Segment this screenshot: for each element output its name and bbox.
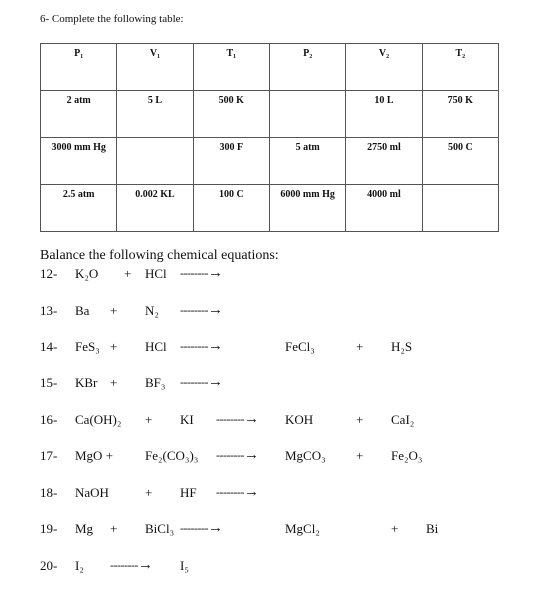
table-header-row xyxy=(41,44,499,91)
arrow-shaft: -------- xyxy=(180,266,208,280)
table-cell: 5 L xyxy=(117,91,193,138)
equation-number: 19- xyxy=(40,521,58,536)
table-cell: 500 C xyxy=(422,138,498,185)
product: Fe₂O₃ xyxy=(391,448,423,463)
plus-sign: + xyxy=(124,266,132,281)
reactant: Ba xyxy=(75,303,90,318)
reaction-arrow xyxy=(180,265,223,282)
equation-number: 13- xyxy=(40,303,58,318)
plus-sign: + xyxy=(356,339,364,354)
reactant: Mg xyxy=(75,521,94,536)
plus-sign: + xyxy=(356,448,364,463)
reaction-arrow xyxy=(180,338,223,355)
reactant: K₂O xyxy=(75,266,99,281)
reactant: N₂ xyxy=(145,303,159,318)
arrow-head-icon: → xyxy=(207,338,223,354)
arrow-head-icon: → xyxy=(243,411,259,427)
table-cell: 5 atm xyxy=(269,138,345,185)
arrow-shaft: -------- xyxy=(216,412,244,426)
product: CaI₂ xyxy=(391,412,415,427)
arrow-shaft: -------- xyxy=(216,485,244,499)
equation-number: 12- xyxy=(40,266,58,281)
table-cell xyxy=(117,138,193,185)
equation-number: 14- xyxy=(40,339,58,354)
reaction-arrow xyxy=(216,484,259,501)
plus-sign: + xyxy=(145,485,153,500)
product: I₅ xyxy=(180,558,189,573)
reaction-arrow xyxy=(180,302,223,319)
equation-number: 20- xyxy=(40,558,58,573)
table-cell: 750 K xyxy=(422,91,498,138)
arrow-shaft: -------- xyxy=(110,558,138,572)
reactant: BiCl₃ xyxy=(145,521,175,536)
gas-law-table xyxy=(40,43,499,232)
reactant: FeS₃ xyxy=(75,339,100,354)
reactant: BF₃ xyxy=(145,375,166,390)
table-cell: 2750 ml xyxy=(346,138,422,185)
table-cell: 500 K xyxy=(193,91,269,138)
table-cell: 4000 ml xyxy=(346,185,422,232)
product: MgCO₃ xyxy=(285,448,326,463)
header-p2: P₂ xyxy=(269,44,345,91)
question-title: 6- Complete the following table: xyxy=(40,13,184,25)
arrow-head-icon: → xyxy=(243,447,259,463)
arrow-head-icon: → xyxy=(207,520,223,536)
table-row xyxy=(41,138,499,185)
reactant: I₂ xyxy=(75,558,84,573)
reactant: HCl xyxy=(145,339,167,354)
table-cell: 2.5 atm xyxy=(41,185,117,232)
reactant: HF xyxy=(180,485,197,500)
table-row xyxy=(41,185,499,232)
balance-heading: Balance the following chemical equations: xyxy=(40,248,279,263)
header-t2: T₂ xyxy=(422,44,498,91)
arrow-shaft: -------- xyxy=(180,339,208,353)
equation-number: 17- xyxy=(40,448,58,463)
equation-number: 18- xyxy=(40,485,58,500)
table-cell: 3000 mm Hg xyxy=(41,138,117,185)
equation-number: 15- xyxy=(40,375,58,390)
equation-number: 16- xyxy=(40,412,58,427)
reactant: MgO + xyxy=(75,448,114,463)
plus-sign: + xyxy=(110,303,118,318)
table-cell: 100 C xyxy=(193,185,269,232)
plus-sign: + xyxy=(356,412,364,427)
header-p1: P₁ xyxy=(41,44,117,91)
table-cell: 10 L xyxy=(346,91,422,138)
plus-sign: + xyxy=(391,521,399,536)
reaction-arrow xyxy=(216,411,259,428)
plus-sign: + xyxy=(110,339,118,354)
arrow-shaft: -------- xyxy=(216,448,244,462)
plus-sign: + xyxy=(110,521,118,536)
reaction-arrow xyxy=(216,447,259,464)
reactant: HCl xyxy=(145,266,167,281)
product: Bi xyxy=(426,521,439,536)
reactant: KBr xyxy=(75,375,98,390)
reactant: NaOH xyxy=(75,485,109,500)
arrow-shaft: -------- xyxy=(180,303,208,317)
reactant: Ca(OH)₂ xyxy=(75,412,122,427)
header-v1: V₁ xyxy=(117,44,193,91)
arrow-head-icon: → xyxy=(207,374,223,390)
plus-sign: + xyxy=(145,412,153,427)
arrow-shaft: -------- xyxy=(180,375,208,389)
table-cell: 2 atm xyxy=(41,91,117,138)
arrow-shaft: -------- xyxy=(180,521,208,535)
table-row xyxy=(41,91,499,138)
reactant: Fe₂(CO₃)₃ xyxy=(145,448,199,463)
arrow-head-icon: → xyxy=(243,484,259,500)
product: FeCl₃ xyxy=(285,339,315,354)
table-cell: 6000 mm Hg xyxy=(269,185,345,232)
header-t1: T₁ xyxy=(193,44,269,91)
product: MgCl₂ xyxy=(285,521,320,536)
table-cell: 300 F xyxy=(193,138,269,185)
arrow-head-icon: → xyxy=(207,265,223,281)
reaction-arrow xyxy=(110,557,153,574)
product: H₂S xyxy=(391,339,413,354)
product: KOH xyxy=(285,412,314,427)
arrow-head-icon: → xyxy=(207,302,223,318)
arrow-head-icon: → xyxy=(137,557,153,573)
table-cell xyxy=(422,185,498,232)
table-cell xyxy=(269,91,345,138)
reaction-arrow xyxy=(180,374,223,391)
plus-sign: + xyxy=(110,375,118,390)
reaction-arrow xyxy=(180,520,223,537)
table-cell: 0.002 KL xyxy=(117,185,193,232)
reactant: KI xyxy=(180,412,194,427)
header-v2: V₂ xyxy=(346,44,422,91)
